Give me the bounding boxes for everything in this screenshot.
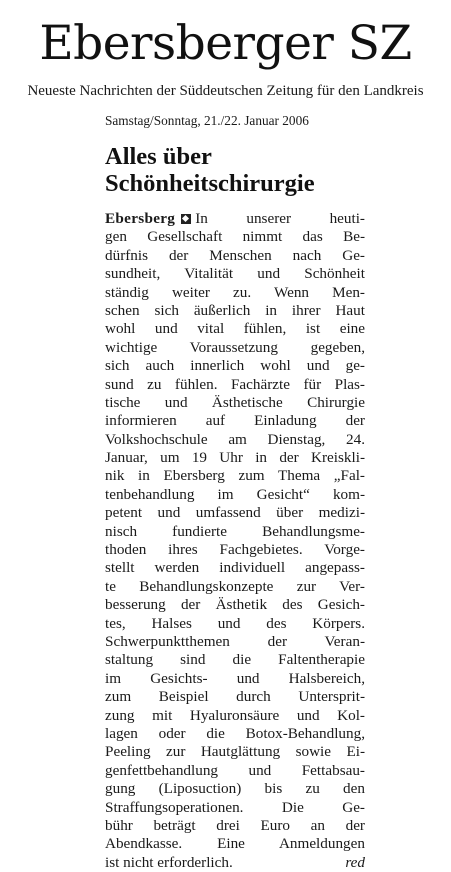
article-location: Ebersberg (105, 210, 176, 227)
article-line: Januar, um 19 Uhr in der Kreiskli- (105, 449, 365, 467)
article-line: Volkshochschule am Dienstag, 24. (105, 430, 365, 448)
article-line: tenbehandlung im Gesicht“ kom- (105, 485, 365, 503)
article-headline (105, 143, 365, 197)
article-line: staltung sind die Faltentherapie (105, 651, 365, 669)
headline-line: Schönheitschirurgie (105, 170, 315, 197)
newspaper-masthead: Ebersberger SZ (39, 16, 412, 71)
article-line: te Behandlungskonzepte zur Ver- (105, 577, 365, 595)
article-line: Abendkasse. Eine Anmeldungen (105, 835, 365, 853)
article-line: informieren auf Einladung der (105, 412, 365, 430)
article-body (105, 210, 365, 872)
article-line: petent und umfassend über medizi- (105, 504, 365, 522)
article-line: zung mit Hyaluronsäure und Kol- (105, 706, 365, 724)
article-line: wohl und vital fühlen, ist eine (105, 320, 365, 338)
article-line: genfettbehandlung und Fettabsau- (105, 761, 365, 779)
article (105, 143, 365, 872)
article-line: im Gesichts- und Halsbereich, (105, 669, 365, 687)
article-line: Schwerpunktthemen der Veran- (105, 632, 365, 650)
article-line: sundheit, Vitalität und Schönheit (105, 265, 365, 283)
article-line: tes, Halses und des Körpers. (105, 614, 365, 632)
issue-date: Samstag/Sonntag, 21./22. Januar 2006 (105, 113, 309, 128)
article-line: thoden ihres Fachgebietes. Vorge- (105, 541, 365, 559)
article-line: lagen oder die Botox-Behandlung, (105, 724, 365, 742)
article-line: nisch fundierte Behandlungsme- (105, 522, 365, 540)
article-line: stellt werden individuell angepass- (105, 559, 365, 577)
article-line: Ebersberg In unserer heuti- (105, 210, 365, 227)
article-line: nik in Ebersberg zum Thema „Fal- (105, 467, 365, 485)
article-line: ist nicht erforderlich. red (105, 853, 365, 871)
article-line: wichtige Voraussetzung gegeben, (105, 338, 365, 356)
section-bullet-icon (181, 214, 191, 224)
headline-line: Alles über (105, 143, 212, 170)
article-line: Peeling zur Hautglättung sowie Ei- (105, 743, 365, 761)
article-line: gung (Liposuction) bis zu den (105, 780, 365, 798)
article-line: Straffungsoperationen. Die Ge- (105, 798, 365, 816)
author-initials: red (345, 853, 365, 871)
article-line: besserung der Ästhetik des Gesich- (105, 596, 365, 614)
article-line: ständig weiter zu. Wenn Men- (105, 283, 365, 301)
masthead-subtitle: Neueste Nachrichten der Süddeutschen Zeitung für den Landkreis (27, 83, 424, 99)
article-line: bühr beträgt drei Euro an der (105, 816, 365, 834)
article-line: tische und Ästhetische Chirurgie (105, 393, 365, 411)
article-line: schen sich äußerlich in ihrer Haut (105, 301, 365, 319)
article-line: sich auch innerlich wohl und ge- (105, 357, 365, 375)
article-line: dürfnis der Menschen nach Ge- (105, 246, 365, 264)
article-line: zum Beispiel durch Untersprit- (105, 688, 365, 706)
article-line: sund zu fühlen. Fachärzte für Plas- (105, 375, 365, 393)
article-line: gen Gesellschaft nimmt das Be- (105, 228, 365, 246)
